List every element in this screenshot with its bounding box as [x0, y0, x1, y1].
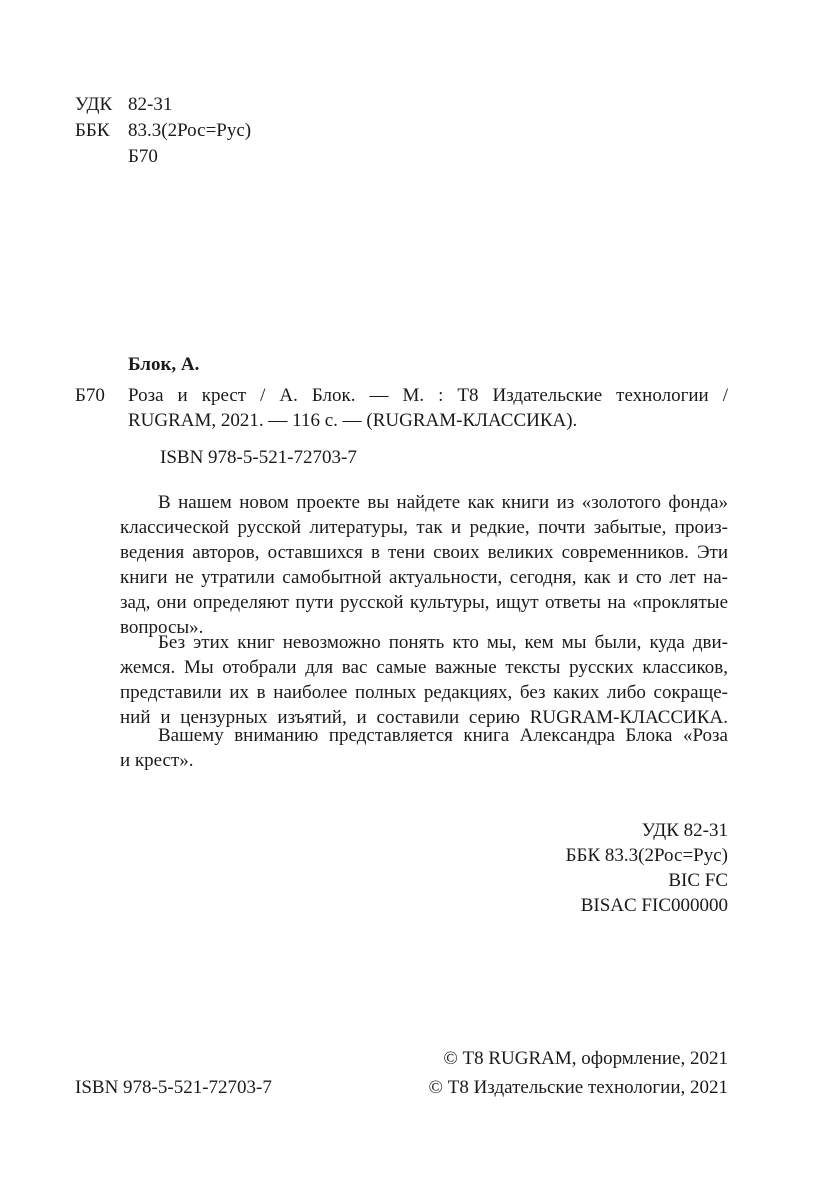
annotation-line: вопросы».: [120, 617, 204, 638]
bbk-value: 83.3(2Рос=Рус): [128, 120, 252, 141]
annotation-paragraph-1: [120, 490, 728, 640]
classification-right: [566, 818, 728, 918]
copyright-block: [429, 1046, 728, 1104]
copyright-line: © Т8 RUGRAM, оформление, 2021: [443, 1048, 728, 1069]
author-heading: Блок, А.: [128, 354, 200, 375]
udk-label: УДК: [75, 94, 113, 115]
annotation-line: представили их в наиболее полных редакциях, без каких либо сокраще-: [120, 682, 728, 703]
annotation-line: ведения авторов, оставшихся в тени своих великих современников. Эти: [120, 542, 728, 563]
bbk-label: ББК: [75, 120, 110, 141]
annotation-paragraph-3: [120, 723, 728, 773]
udk-value: 82-31: [128, 94, 173, 115]
author-mark-index: Б70: [75, 385, 105, 406]
annotation-line: В нашем новом проекте вы найдете как книги из «золотого фонда»: [158, 492, 728, 513]
annotation-line: и крест».: [120, 750, 194, 771]
copyright-line: © Т8 Издательские технологии, 2021: [428, 1077, 728, 1098]
isbn-bottom: ISBN 978-5-521-72703-7: [75, 1077, 272, 1098]
annotation-line: ний и цензурных изъятий, и составили серию RUGRAM-КЛАССИКА.: [120, 707, 728, 728]
annotation-line: зад, они определяют пути русской культуры, ищут ответы на «проклятые: [120, 592, 728, 613]
annotation-line: Вашему вниманию представляется книга Александра Блока «Роза: [158, 725, 728, 746]
annotation-line: Без этих книг невозможно понять кто мы, кем мы были, куда дви-: [158, 632, 728, 653]
bic-code: BIC FC: [668, 870, 728, 891]
annotation-line: классической русской литературы, так и редкие, почти забытые, произ-: [120, 517, 728, 538]
author-mark-value: Б70: [128, 146, 158, 167]
bibliographic-description: [128, 383, 728, 433]
biblio-line: Роза и крест / А. Блок. — М. : Т8 Издательские технологии /: [128, 385, 728, 406]
annotation-line: жемся. Мы отобрали для вас самые важные тексты русских классиков,: [120, 657, 728, 678]
biblio-line: RUGRAM, 2021. — 116 с. — (RUGRAM-КЛАССИКА).: [128, 410, 578, 431]
bisac-code: BISAC FIC000000: [580, 895, 728, 916]
bbk-right: ББК 83.3(2Рос=Рус): [565, 845, 728, 866]
annotation-line: книги не утратили самобытной актуальности, сегодня, как и сто лет на-: [120, 567, 728, 588]
annotation-paragraph-2: [120, 630, 728, 730]
isbn-main: ISBN 978-5-521-72703-7: [160, 447, 357, 468]
udk-right: УДК 82-31: [641, 820, 728, 841]
